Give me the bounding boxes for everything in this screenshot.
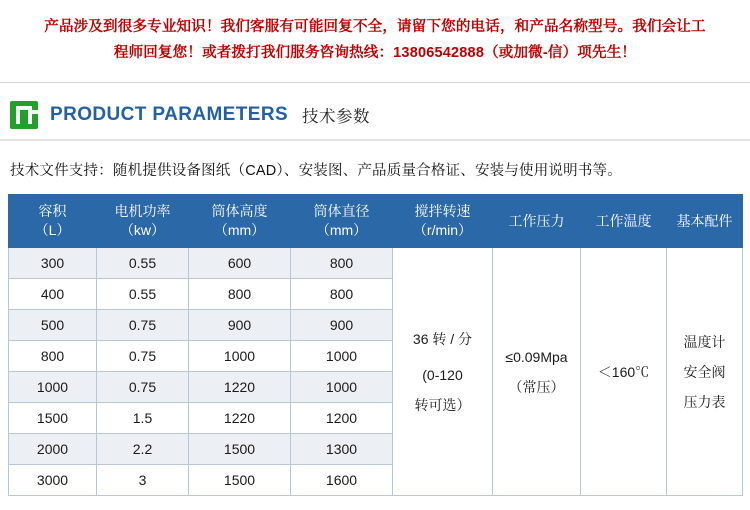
cell-power: 0.75 [97,341,189,372]
page-subtitle: 技术参数 [302,108,371,126]
cell-volume: 300 [9,248,97,279]
cell-volume: 1000 [9,372,97,403]
parameters-table [8,194,743,496]
cell-diameter: 800 [291,279,393,310]
notice-line-2: 程师回复您！或者拨打我们服务咨询热线：13806542888（或加微-信）项先生！ [113,45,637,61]
cell-power: 0.75 [97,372,189,403]
cell-working-pressure: ≤0.09Mpa （常压） [493,248,581,496]
cell-power: 0.55 [97,248,189,279]
column-header-body-height: 筒体高度 （mm） [189,195,291,248]
cell-diameter: 1200 [291,403,393,434]
cell-power: 0.55 [97,279,189,310]
logo-bar-decoration [28,106,32,124]
page-title: PRODUCT PARAMETERS [50,104,289,125]
column-header-motor-power: 电机功率 （kw） [97,195,189,248]
cell-height: 1500 [189,434,291,465]
column-header-basic-accessories: 基本配件 [667,195,743,248]
table-body [9,248,743,496]
cell-power: 3 [97,465,189,496]
column-header-volume: 容积 （L） [9,195,97,248]
cell-working-temperature: ＜160℃ [581,248,667,496]
cell-height: 900 [189,310,291,341]
cell-diameter: 1600 [291,465,393,496]
cell-volume: 400 [9,279,97,310]
cell-height: 1500 [189,465,291,496]
green-arrow-logo-icon [10,101,38,129]
cell-height: 600 [189,248,291,279]
column-header-working-temperature: 工作温度 [581,195,667,248]
cell-volume: 2000 [9,434,97,465]
column-header-working-pressure: 工作压力 [493,195,581,248]
cell-height: 800 [189,279,291,310]
notice-line-1: 产品涉及到很多专业知识！我们客服有可能回复不全，请留下您的电话，和产品名称型号。我们会让工 [44,19,706,35]
cell-power: 0.75 [97,310,189,341]
table-head [9,195,743,248]
cell-height: 1220 [189,372,291,403]
table-header-row [9,195,743,248]
column-header-body-diameter: 筒体直径 （mm） [291,195,393,248]
cell-height: 1000 [189,341,291,372]
cell-basic-accessories: 温度计 安全阀 压力表 [667,248,743,496]
cell-power: 2.2 [97,434,189,465]
cell-diameter: 800 [291,248,393,279]
cell-diameter: 1000 [291,341,393,372]
technical-support-text: 技术文件支持：随机提供设备图纸（CAD）、安装图、产品质量合格证、安装与使用说明书等。 [10,163,622,179]
customer-service-notice [0,0,750,83]
cell-volume: 3000 [9,465,97,496]
section-header [0,83,750,141]
parameters-table-wrap [0,194,750,496]
cell-diameter: 1000 [291,372,393,403]
cell-height: 1220 [189,403,291,434]
cell-volume: 1500 [9,403,97,434]
cell-stirring-speed: 36 转 / 分 (0-120 转可选） [393,248,493,496]
cell-volume: 500 [9,310,97,341]
column-header-stirring-speed: 搅拌转速 （r/min） [393,195,493,248]
cell-diameter: 900 [291,310,393,341]
cell-volume: 800 [9,341,97,372]
cell-power: 1.5 [97,403,189,434]
table-row [9,248,743,279]
cell-diameter: 1300 [291,434,393,465]
